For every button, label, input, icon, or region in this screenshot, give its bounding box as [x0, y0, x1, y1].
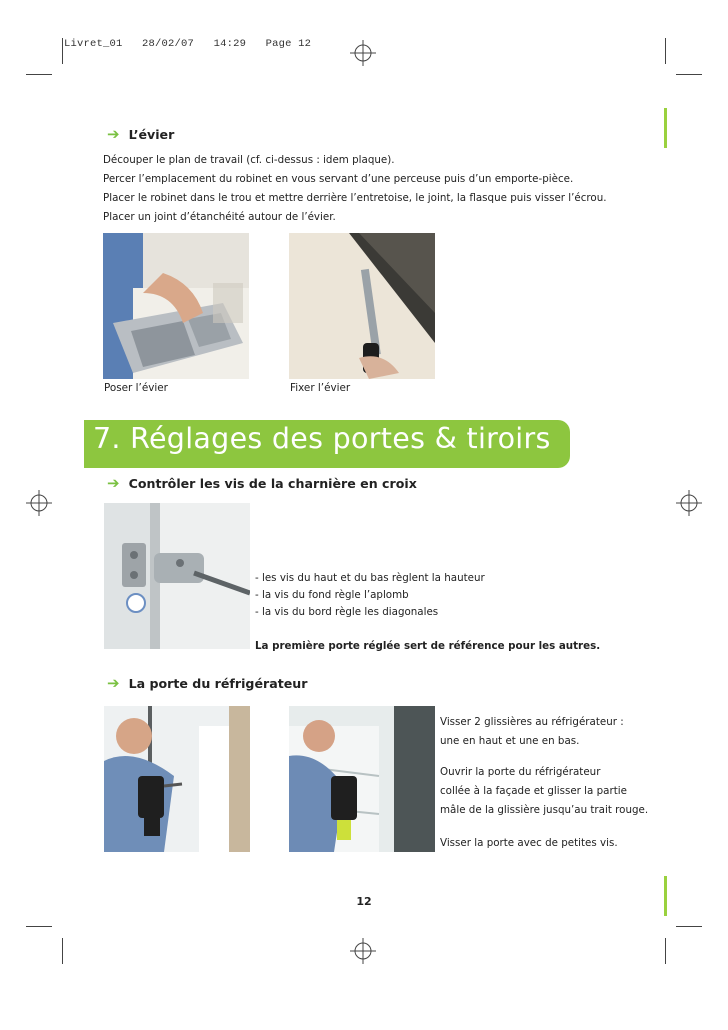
- frigo-para-1: [440, 713, 624, 751]
- photo-charniere: [104, 503, 250, 649]
- frigo-para-3: [440, 834, 618, 853]
- frigo-line: une en haut et une en bas.: [440, 735, 580, 747]
- evier-line: Placer le robinet dans le trou et mettre derrière l’entretoise, le joint, la flasque puis visser l’écrou.: [103, 192, 607, 204]
- page-number: 12: [356, 895, 372, 908]
- slug-date: 28/02/07: [142, 38, 195, 50]
- evier-instructions: [103, 151, 663, 227]
- printer-slug: [64, 38, 311, 50]
- charniere-bullets: [255, 570, 485, 621]
- charniere-bullet: - les vis du haut et du bas règlent la hauteur: [255, 572, 485, 584]
- crop-mark: [26, 74, 52, 75]
- arrow-right-icon: ➔: [107, 125, 120, 143]
- crop-mark: [62, 38, 63, 64]
- frigo-line: Visser la porte avec de petites vis.: [440, 837, 618, 849]
- heading-charniere-text: Contrôler les vis de la charnière en croix: [128, 476, 417, 491]
- photo-poser-evier: [103, 233, 249, 379]
- crop-mark: [665, 938, 666, 964]
- photo-frigo-porte: [289, 706, 435, 852]
- evier-line: Percer l’emplacement du robinet en vous servant d’une perceuse puis d’un emporte-pièce.: [103, 173, 574, 185]
- arrow-right-icon: ➔: [107, 674, 120, 692]
- frigo-para-2: [440, 763, 648, 820]
- registration-mark-icon: [350, 938, 376, 964]
- heading-frigo-text: La porte du réfrigérateur: [128, 676, 308, 691]
- arrow-right-icon: ➔: [107, 474, 120, 492]
- registration-mark-icon: [350, 40, 376, 66]
- frigo-line: Visser 2 glissières au réfrigérateur :: [440, 716, 624, 728]
- crop-mark: [676, 74, 702, 75]
- evier-line: Placer un joint d’étanchéité autour de l’évier.: [103, 211, 336, 223]
- crop-mark: [26, 926, 52, 927]
- charniere-bullet: - la vis du bord règle les diagonales: [255, 606, 439, 618]
- frigo-line: Ouvrir la porte du réfrigérateur: [440, 766, 601, 778]
- registration-mark-icon: [676, 490, 702, 516]
- crop-mark: [665, 38, 666, 64]
- slug-page: Page 12: [265, 38, 312, 50]
- heading-charniere: [107, 476, 417, 491]
- crop-mark: [62, 938, 63, 964]
- registration-mark-icon: [26, 490, 52, 516]
- slug-file: Livret_01: [64, 38, 123, 50]
- frigo-line: collée à la façade et glisser la partie: [440, 785, 627, 797]
- frigo-line: mâle de la glissière jusqu’au trait rouge.: [440, 804, 649, 816]
- color-bar-mark: [664, 108, 667, 148]
- slug-time: 14:29: [213, 38, 247, 50]
- caption-poser-evier: Poser l’évier: [104, 382, 168, 394]
- heading-frigo: [107, 676, 307, 691]
- photo-frigo-glissieres: [104, 706, 250, 852]
- section-title: 7. Réglages des portes & tiroirs: [93, 422, 551, 455]
- caption-fixer-evier: Fixer l’évier: [290, 382, 351, 394]
- charniere-note: La première porte réglée sert de référence pour les autres.: [255, 640, 601, 652]
- charniere-bullet: - la vis du fond règle l’aplomb: [255, 589, 409, 601]
- heading-evier-text: L’évier: [128, 127, 175, 142]
- crop-mark: [676, 926, 702, 927]
- heading-evier: [107, 127, 174, 142]
- evier-line: Découper le plan de travail (cf. ci-dessus : idem plaque).: [103, 154, 395, 166]
- photo-fixer-evier: [289, 233, 435, 379]
